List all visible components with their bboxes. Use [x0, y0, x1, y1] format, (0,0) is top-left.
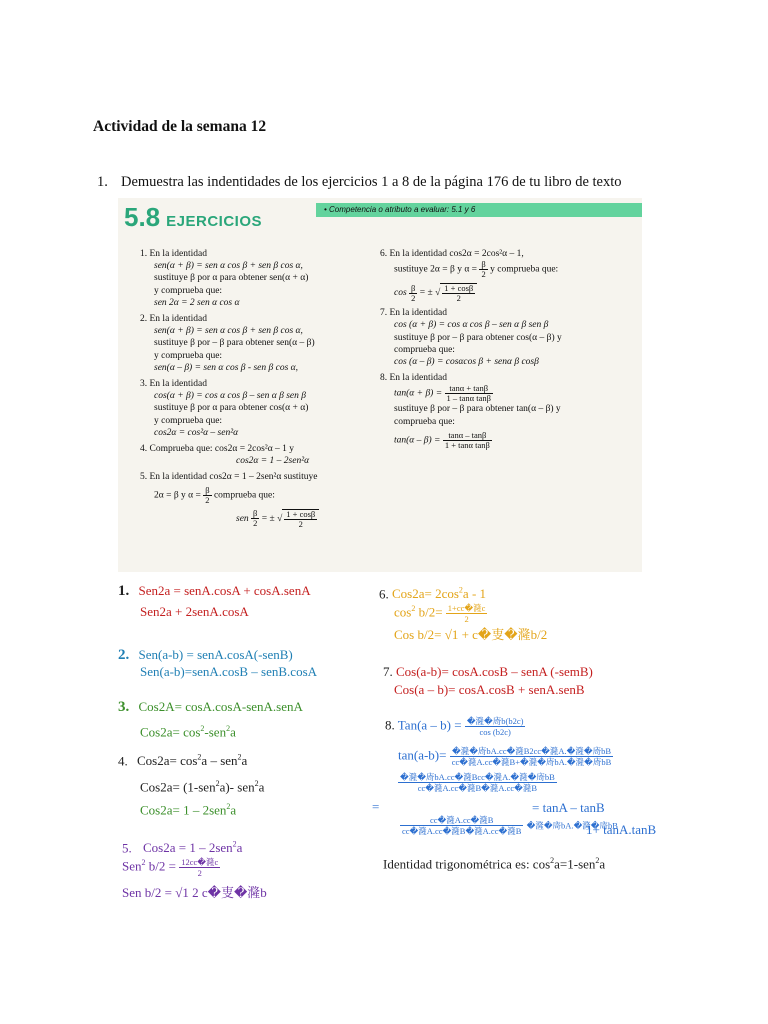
beta-fraction: $\frac{\beta}{2}$ [253, 508, 258, 529]
ex-line: sustituye β por – β para obtener cos(α – β) y [394, 332, 562, 343]
ex-text: tan(α – β) = [394, 435, 441, 446]
answer-8-result: = tanA – tanB [532, 800, 605, 815]
exercise-3 [140, 378, 319, 439]
answer-6: 6. $Cos2a= 2\cos^2a - 1$ [379, 586, 487, 602]
ex-line: comprueba que: [394, 416, 455, 427]
answer-line: Cos(a-b)= cosA.cosB – senA (-semB) [396, 664, 593, 679]
answer-4: 4. $Cos2a= \cos^2a - sen^2a$ [118, 753, 248, 769]
ex-line: 4. Comprueba que: cos2α = 2cos²α – 1 y [140, 444, 295, 455]
section-number: 5.8 [124, 202, 161, 232]
answer-number: 5. [122, 840, 132, 856]
tan-minus-fraction: $\frac{\tan\alpha - \tan\beta}{\text{1 + tanα tanβ}}$ [444, 429, 490, 450]
answer-line: Tan(a – b) = [397, 717, 462, 733]
sqrt-fraction: $\frac{1 + \cos\beta}{2}$ [282, 509, 319, 529]
answer-1 [118, 583, 311, 599]
ex-line: 8. En la identidad [380, 373, 448, 384]
book-section-title [124, 202, 262, 233]
ex-line: 1. En la identidad [140, 249, 208, 259]
answer-6-line-2: $\cos^2 b/2=$ 1+cc�漋c 2 [394, 602, 486, 624]
ex-line: sen(α + β) = sen α cos β + sen β cos α, [154, 326, 303, 337]
tan-plus-fraction: $\frac{\tan\alpha + \tan\beta}{\text{1 – tanα tanβ}}$ [446, 383, 491, 404]
page-heading: Actividad de la semana 12 [93, 118, 267, 135]
exercise-8 [380, 372, 562, 450]
ex-line: 6. En la identidad cos2α = 2cos²α – 1, [380, 249, 524, 259]
ex-line: 3. En la identidad [140, 379, 208, 390]
ex-text: y comprueba que: [490, 264, 559, 275]
ex-line: 2. En la identidad [140, 314, 208, 325]
exercise-2 [140, 313, 319, 374]
ex-line: sen 2α = 2 sen α cos α [154, 297, 240, 308]
answer-number: 2. [118, 647, 130, 663]
answer-8: 8. Tan(a – b) = �漋�㢊b(b2c) cos (b2c) [385, 716, 524, 737]
answer-6-line-3: Cos b/2= √1 + c�叓�漋b/2 [394, 627, 548, 642]
answer-7-line-2: Cos(a – b)= cosA.cosB + senA.senB [394, 682, 585, 697]
ex-line: y comprueba que: [154, 350, 223, 361]
answer-7 [383, 664, 593, 680]
ex-line: sen(α – β) = sen α cos β - sen β cos α, [154, 362, 298, 373]
answer-line: Cos2A= cosA.cosA-senA.senA [138, 699, 303, 714]
instruction-number: 1. [97, 174, 108, 190]
ex-line: cos(α + β) = cos α cos β – sen α β sen β [154, 391, 306, 402]
answer-5: 5. Cos2a = 1 – 2sen$^2$a [122, 840, 243, 856]
answer-2-line-2: Sen(a-b)=senA.cosB – senB.cosA [140, 664, 318, 679]
exercise-7 [380, 307, 562, 368]
answer-number: 3. [118, 699, 130, 715]
answer-5-line-2: Sen$^2$ b/2 = 12cc�漋c 2 [122, 856, 219, 878]
answer-8-result-2: 1+ tanA.tanB [586, 822, 657, 837]
answer-8-line-5: cc�漋A.cc�漋B cc�漋A.cc�漋B�漋A.cc�漋B �漋�㢊bA.�漋�㢊bB [402, 815, 618, 836]
instruction [97, 174, 622, 191]
ex-line: cos (α + β) = cos α cos β – sen α β sen β [394, 320, 549, 331]
ex-text: = ± [261, 513, 275, 524]
ex-line: sen(α + β) = sen α cos β + sen β cos α, [154, 261, 303, 272]
exercise-5 [140, 471, 319, 528]
ex-line: sustituye β por – β para obtener sen(α – β) [154, 338, 315, 349]
ex-line: y comprueba que: [154, 415, 223, 426]
answer-1-line-2: Sen2a + 2senA.cosA [140, 604, 249, 619]
exercise-6 [380, 248, 562, 303]
beta-fraction: $\frac{\beta}{2}$ [411, 282, 416, 303]
exercise-1 [140, 248, 319, 309]
ex-line: comprueba que: [394, 344, 455, 355]
ex-text: comprueba que: [213, 490, 275, 501]
answer-5-line-3: Sen b/2 = √1 2 c�叓�漋b [122, 885, 267, 900]
ex-text: = ± [419, 288, 433, 299]
answer-3 [118, 699, 303, 715]
ex-line: 5. En la identidad cos2α = 1 – 2sen²α sustituye [140, 472, 318, 483]
ex-line: sustituye β por α para obtener sen(α + α) [154, 273, 309, 284]
ex-line: cos2α = 1 – 2sen²α [236, 456, 310, 467]
answer-8-equals: = [372, 799, 380, 814]
ex-line: cos2α = cos²α – sen²α [154, 427, 239, 438]
beta-fraction: $\frac{\beta}{2}$ [481, 259, 486, 280]
textbook-scan [118, 198, 642, 572]
answer-number: 8. [385, 717, 395, 733]
left-column [140, 248, 319, 533]
answer-number: 1. [118, 583, 130, 599]
answer-line: Sen2a = senA.cosA + cosA.senA [138, 583, 311, 598]
ex-line: sustituye β por – β para obtener tan(α – β) y [394, 404, 561, 415]
ex-line: y comprueba que: [154, 285, 223, 296]
sqrt-icon: √ [277, 513, 283, 524]
answer-2 [118, 647, 293, 663]
ex-text: cos [394, 288, 407, 299]
answer-number: 7. [383, 664, 393, 679]
beta-fraction: $\frac{\beta}{2}$ [205, 484, 210, 505]
ex-text: 2α = β y α = [154, 490, 201, 501]
answer-number: 4. [118, 753, 128, 769]
right-column [380, 248, 562, 454]
identity-statement: Identidad trigonométrica es: $\cos^2a=1-sen^2a$ [383, 856, 606, 872]
ex-line: sustituye β por α para obtener cos(α + α) [154, 403, 309, 414]
competency-banner: • Competencia o atributo a evaluar: 5.1 y 6 [316, 203, 642, 217]
exercise-4 [140, 443, 319, 467]
answer-number: 6. [379, 586, 389, 602]
ex-text: sustituye 2α = β y α = [394, 264, 478, 275]
ex-line: cos (α – β) = cosαcos β + senα β cosβ [394, 357, 539, 368]
answer-4-line-3: Cos2a= 1 – 2sen$^2$a [140, 802, 237, 818]
answer-4-line-2: Cos2a= (1-sen$^2$a)- sen$^2$a [140, 779, 265, 795]
ex-text: sen [236, 513, 249, 524]
section-title: EJERCICIOS [166, 213, 263, 230]
sqrt-fraction: $\frac{1 + \cos\beta}{2}$ [440, 283, 477, 303]
answer-8-line-3: �漋�㢊bA.cc�漋Bcc�漋A.�漋�㢊bB cc�漋A.cc�漋B�漋A.cc�漋B [400, 772, 555, 793]
sqrt-icon: √ [435, 288, 441, 299]
ex-text: tan(α + β) = [394, 389, 443, 400]
answer-line: Sen(a-b) = senA.cosA(-senB) [138, 647, 293, 662]
answer-3-line-2: $Cos2a= \cos^2-sen^2a$ [140, 724, 236, 740]
ex-line: 7. En la identidad [380, 308, 448, 319]
instruction-text: Demuestra las indentidades de los ejercicios 1 a 8 de la página 176 de tu libro de texto [121, 174, 622, 190]
answer-8-line-2: tan(a-b)= �漋�㢊bA.cc�漋B2cc�漋A.�漋�㢊bB cc�漋A.cc�漋B+�漋�㢊bA.�漋�㢊bB [398, 746, 612, 767]
